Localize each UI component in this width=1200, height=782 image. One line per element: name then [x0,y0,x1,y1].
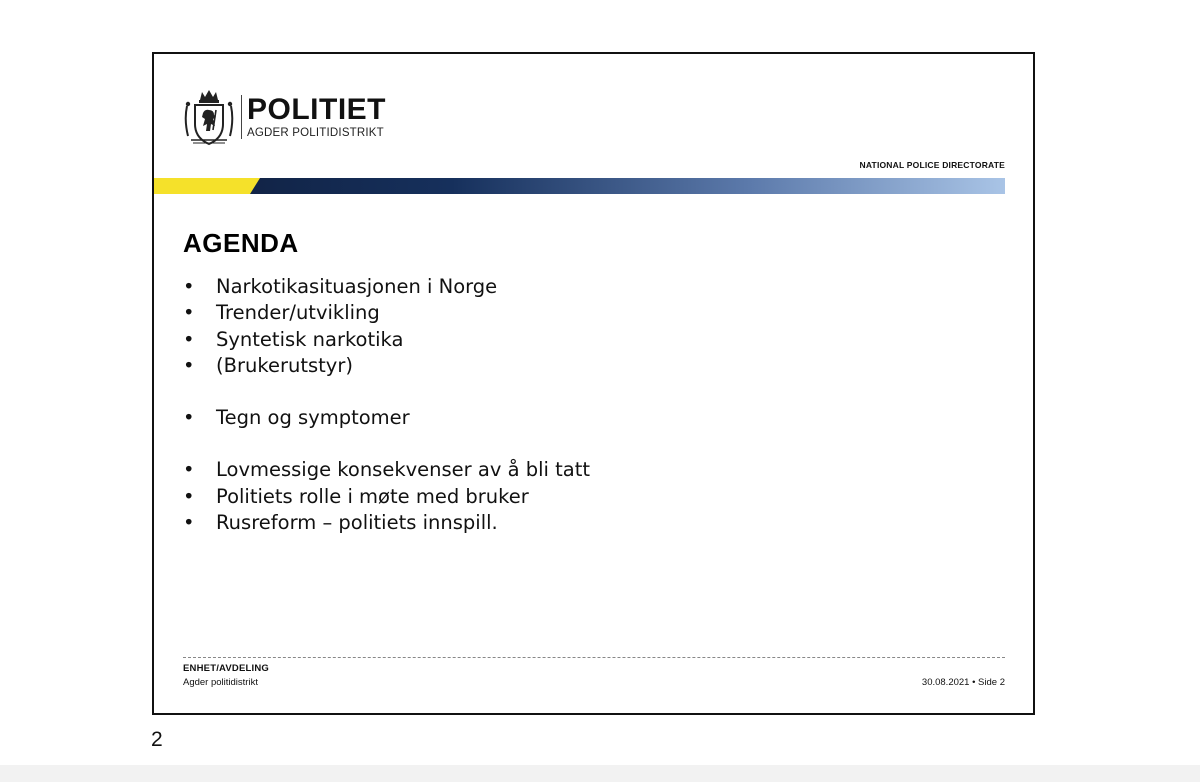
bullet-dot: • [183,301,195,325]
directorate-label: NATIONAL POLICE DIRECTORATE [859,160,1005,170]
list-item [183,300,590,326]
list-item [183,457,590,483]
list-item [183,484,590,510]
agenda-list [183,274,590,536]
agenda-title: AGENDA [183,228,299,258]
bullet-dot: • [183,406,195,430]
list-item-text: Tegn og symptomer [216,406,410,430]
list-item-text: Narkotikasituasjonen i Norge [216,275,498,298]
footer-divider [183,657,1005,658]
bullet-dot: • [183,353,195,377]
list-item [183,327,590,353]
logo-subtitle: AGDER POLITIDISTRIKT [247,127,384,139]
footer-date-page: 30.08.2021 • Side 2 [921,677,1005,688]
list-item-text: Trender/utvikling [216,301,380,325]
logo-title: POLITIET [247,93,386,126]
politiet-logo [183,84,386,150]
list-item-text: Syntetisk narkotika [216,327,404,351]
list-item-text: Rusreform – politiets innspill. [216,511,498,535]
color-band [154,178,1005,194]
bullet-dot: • [183,327,195,351]
slide [152,52,1035,715]
bullet-dot: • [183,275,195,298]
bullet-dot: • [183,511,195,535]
viewer-bottom-strip [0,765,1200,782]
footer-unit: ENHET/AVDELING [183,663,270,674]
list-item-text: (Brukerutstyr) [216,353,353,377]
logo-divider [241,95,242,139]
list-item [183,405,590,431]
logo-text [247,95,386,139]
list-item-text: Politiets rolle i møte med bruker [216,484,529,508]
list-item [183,510,590,536]
list-item-text: Lovmessige konsekvenser av å bli tatt [216,458,591,482]
bullet-dot: • [183,484,195,508]
coat-of-arms-icon [183,86,235,148]
list-item [183,353,590,379]
bullet-dot: • [183,458,195,482]
page-number: 2 [151,728,163,751]
footer-district: Agder politidistrikt [183,677,258,688]
list-item [183,274,590,300]
